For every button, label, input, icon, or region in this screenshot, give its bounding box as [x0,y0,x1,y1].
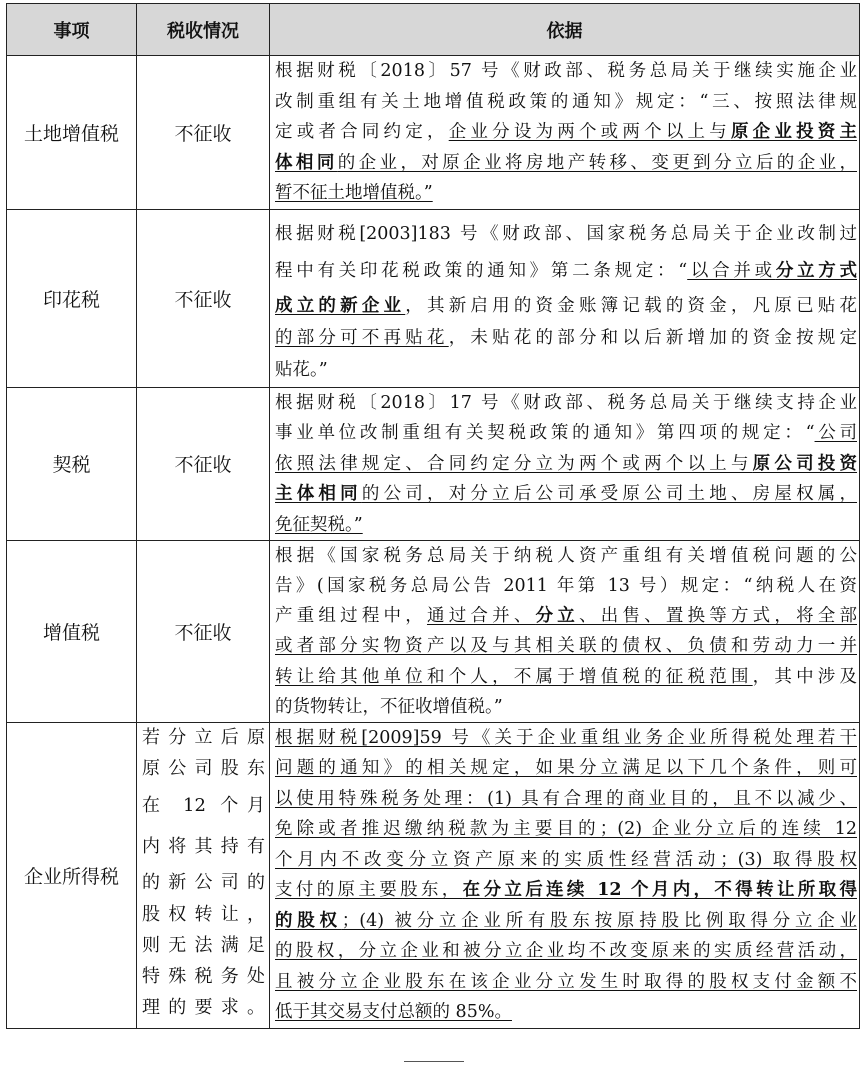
status-line: 则无法满足 [142,934,265,956]
status-line: 股权转让， [142,903,265,925]
basis-line: 个月内不改变分立资产原来的实质性经营活动；(3) 取得股权 [275,849,857,870]
header-basis: 依据 [270,4,860,56]
status-line: 若分立后原 [142,726,265,748]
basis-line: 根据《国家税务总局关于纳税人资产重组有关增值税问题的公 [275,546,857,567]
basis-cell [270,541,860,723]
basis-line: 免征契税。” [275,514,363,535]
basis-line: 的货物转让，不征收增值税。” [275,696,503,717]
header-status: 税收情况 [137,4,270,56]
header-item: 事项 [7,4,137,56]
status-cell: 不征收 [137,56,270,210]
basis-line: 产重组过程中，通过合并、分立、出售、置换等方式，将全部 [275,606,858,627]
status-cell: 不征收 [137,541,270,723]
status-line: 理的要求。 [142,996,265,1018]
basis-line: 以使用特殊税务处理：(1) 具有合理的商业目的，且不以减少、 [275,788,857,809]
basis-line: 改制重组有关土地增值税政策的通知》规定：“三、按照法律规 [275,91,857,112]
basis-cell [270,209,860,387]
basis-line: 成立的新企业，其新启用的资金账簿记载的资金，凡原已贴花 [275,295,858,316]
tax-treatment-table [6,3,860,1029]
basis-line: 低于其交易支付总额的 85%。 [275,1002,512,1023]
basis-line: 或者部分实物资产以及与其相关联的债权、负债和劳动力一并 [275,636,857,657]
basis-line: 贴花。” [275,360,328,381]
item-cell: 企业所得税 [7,722,137,1028]
table-row-cit [7,722,860,1028]
table-row-deed-tax [7,387,860,541]
basis-line: 根据财税[2009]59 号《关于企业重组业务企业所得税处理若干 [275,727,857,748]
basis-line: 程中有关印花税政策的通知》第二条规定：“以合并或分立方式 [275,260,857,281]
basis-line: 且被分立企业股东在该企业分立发生时取得的股权支付金额不 [275,971,857,992]
basis-line: 主体相同的公司，对分立后公司承受原公司土地、房屋权属， [275,484,858,505]
basis-cell [270,722,860,1028]
header-row [7,4,860,56]
basis-cell [270,387,860,541]
basis-line: 支付的原主要股东，在分立后连续 12 个月内，不得转让所取得 [275,880,857,901]
item-cell: 印花税 [7,209,137,387]
page-bottom-mark [404,1061,464,1068]
basis-line: 根据财税[2003]183 号《财政部、国家税务总局关于企业改制过 [275,223,857,244]
item-cell: 土地增值税 [7,56,137,210]
table-row-vat [7,541,860,723]
basis-line: 根据财税〔2018〕17 号《财政部、税务总局关于继续支持企业 [275,392,857,413]
table-row-stamp-tax [7,209,860,387]
status-line: 原公司股东 [142,757,265,779]
basis-line: 免除或者推迟缴纳税款为主要目的；(2) 企业分立后的连续 12 [275,819,857,840]
basis-line: 根据财税〔2018〕57 号《财政部、税务总局关于继续实施企业 [275,61,857,81]
basis-line: 告》(国家税务总局公告 2011 年第 13 号）规定：“纳税人在资 [275,576,857,597]
status-line: 的新公司的 [142,871,265,893]
status-cell: 不征收 [137,387,270,541]
status-line: 特殊税务处 [142,965,265,987]
status-line: 内将其持有 [142,835,265,857]
basis-line: 事业单位改制重组有关契税政策的通知》第四项的规定：“公司 [275,423,857,444]
table-row-land-vat [7,56,860,210]
basis-line: 问题的通知》的相关规定，如果分立满足以下几个条件，则可 [275,758,857,779]
basis-line: 的股权，分立企业和被分立企业均不改变原来的实质经营活动， [275,941,857,962]
item-cell: 契税 [7,387,137,541]
basis-line: 定或者合同约定，企业分设为两个或两个以上与原企业投资主 [275,122,858,142]
basis-line: 的股权；(4) 被分立企业所有股东按原持股比例取得分立企业 [275,910,858,931]
basis-line: 体相同的企业，对原企业将房地产转移、变更到分立后的企业， [275,152,858,173]
status-cell: 不征收 [137,209,270,387]
item-cell: 增值税 [7,541,137,723]
basis-line: 的部分可不再贴花，未贴花的部分和以后新增加的资金按规定 [275,327,858,348]
basis-line: 依照法律规定、合同约定分立为两个或两个以上与原公司投资 [275,453,858,474]
status-cell [137,722,270,1028]
basis-line: 转让给其他单位和个人，不属于增值税的征税范围，其中涉及 [275,666,858,687]
basis-line: 暂不征土地增值税。” [275,183,433,203]
status-line: 在 12 个月 [142,794,265,816]
basis-cell [270,56,860,210]
